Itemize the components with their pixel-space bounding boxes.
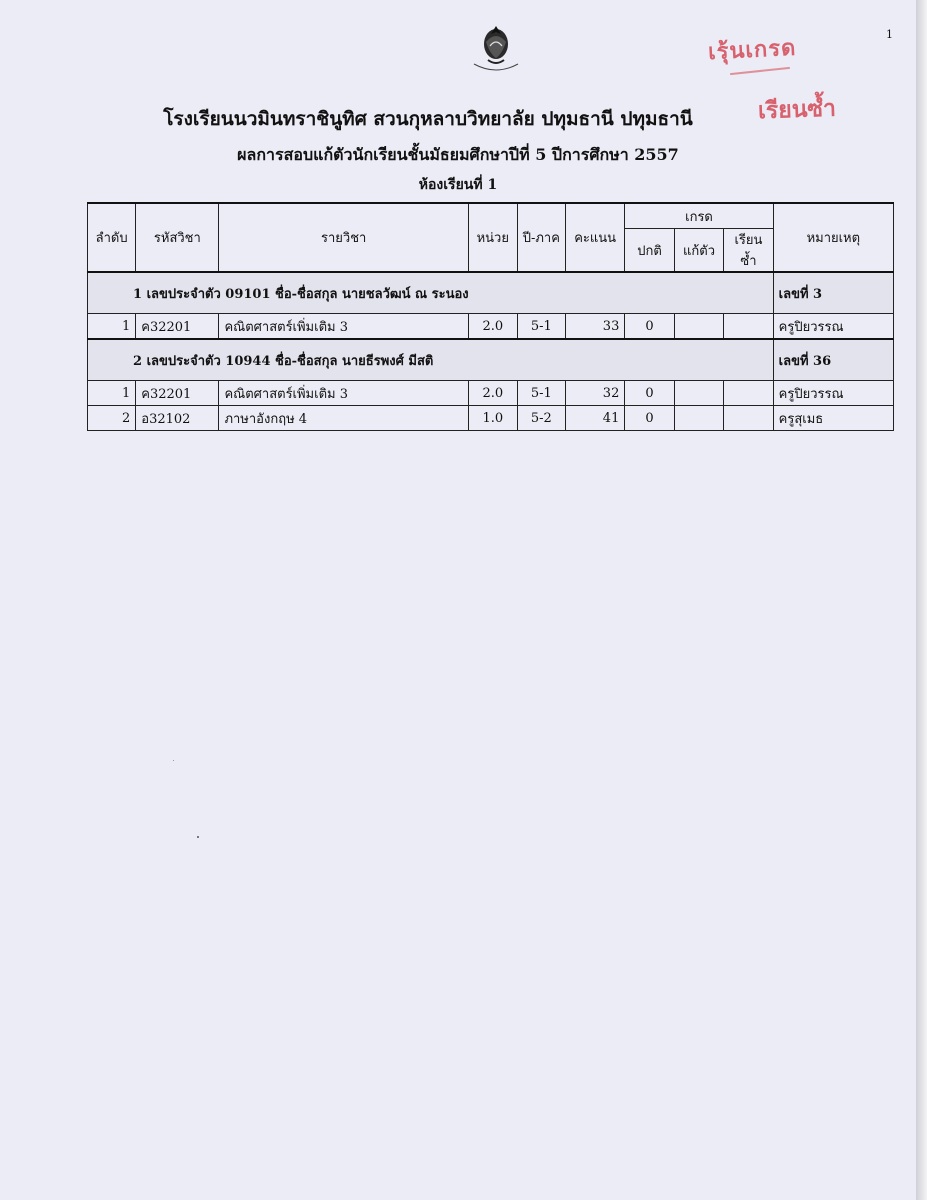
header-unit: หน่วย: [468, 203, 517, 272]
header-note: หมายเหตุ: [773, 203, 893, 272]
cell-grade-repeat: [724, 381, 773, 406]
cell-note: ครูปิยวรรณ: [773, 314, 893, 340]
cell-no: 1: [88, 381, 136, 406]
cell-score: 33: [565, 314, 624, 340]
table-row: [88, 314, 894, 340]
table-row: [88, 406, 894, 431]
header-grade-fix: แก้ตัว: [674, 229, 723, 273]
repeat-stamp: เรียนซ้ำ: [757, 95, 837, 125]
school-title: [0, 104, 916, 134]
scan-speck: [197, 836, 199, 838]
cell-grade-normal: 0: [625, 381, 674, 406]
cell-term: 5-2: [517, 406, 565, 431]
cell-code: ค32201: [136, 314, 219, 340]
cell-grade-repeat: [724, 314, 773, 340]
student-info: 1 เลขประจำตัว 09101 ชื่อ-ชื่อสกุล นายชลวัฒน์ ณ ระนอง: [88, 272, 774, 314]
cell-grade-normal: 0: [625, 406, 674, 431]
header-score: คะแนน: [565, 203, 624, 272]
header-grade-repeat: เรียนซ้ำ: [724, 229, 773, 273]
cell-code: อ32102: [136, 406, 219, 431]
cell-no: 1: [88, 314, 136, 340]
header-subject: รายวิชา: [219, 203, 468, 272]
cell-code: ค32201: [136, 381, 219, 406]
school-emblem-icon: [468, 20, 524, 72]
cell-unit: 1.0: [468, 406, 517, 431]
cell-unit: 2.0: [468, 381, 517, 406]
classroom-label: ห้องเรียนที่ 1: [418, 177, 498, 193]
grade-stamp: เรุ้นเกรด: [707, 35, 797, 66]
header-term: ปี-ภาค: [517, 203, 565, 272]
cell-score: 41: [565, 406, 624, 431]
page-edge: [916, 0, 927, 1200]
header-grade-normal: ปกติ: [625, 229, 674, 273]
student-info: 2 เลขประจำตัว 10944 ชื่อ-ชื่อสกุล นายธีรพงศ์ มีสติ: [88, 339, 774, 381]
cell-no: 2: [88, 406, 136, 431]
cell-grade-normal: 0: [625, 314, 674, 340]
cell-unit: 2.0: [468, 314, 517, 340]
cell-grade-fix: [674, 381, 723, 406]
header-code: รหัสวิชา: [136, 203, 219, 272]
cell-term: 5-1: [517, 314, 565, 340]
student-header-row: [88, 339, 894, 381]
cell-score: 32: [565, 381, 624, 406]
cell-grade-fix: [674, 406, 723, 431]
cell-note: ครูสุเมธ: [773, 406, 893, 431]
student-seat: เลขที่ 3: [773, 272, 893, 314]
page-number: 1: [886, 28, 893, 41]
cell-note: ครูปิยวรรณ: [773, 381, 893, 406]
cell-subject: ภาษาอังกฤษ 4: [219, 406, 468, 431]
report-subtitle: ผลการสอบแก้ตัวนักเรียนชั้นมัธยมศึกษาปีที่ 5 ปีการศึกษา 2557: [237, 145, 679, 164]
table-row: [88, 381, 894, 406]
stamp-underline: [730, 67, 790, 75]
student-header-row: [88, 272, 894, 314]
grades-table: [87, 202, 894, 431]
header-grade: เกรด: [625, 203, 773, 229]
student-seat: เลขที่ 36: [773, 339, 893, 381]
scan-speck: [173, 760, 174, 761]
cell-subject: คณิตศาสตร์เพิ่มเติม 3: [219, 381, 468, 406]
cell-subject: คณิตศาสตร์เพิ่มเติม 3: [219, 314, 468, 340]
cell-grade-repeat: [724, 406, 773, 431]
school-name: โรงเรียนนวมินทราชินูทิศ สวนกุหลาบวิทยาลัย ปทุมธานี ปทุมธานี: [163, 108, 693, 130]
cell-grade-fix: [674, 314, 723, 340]
cell-term: 5-1: [517, 381, 565, 406]
header-no: ลำดับ: [88, 203, 136, 272]
